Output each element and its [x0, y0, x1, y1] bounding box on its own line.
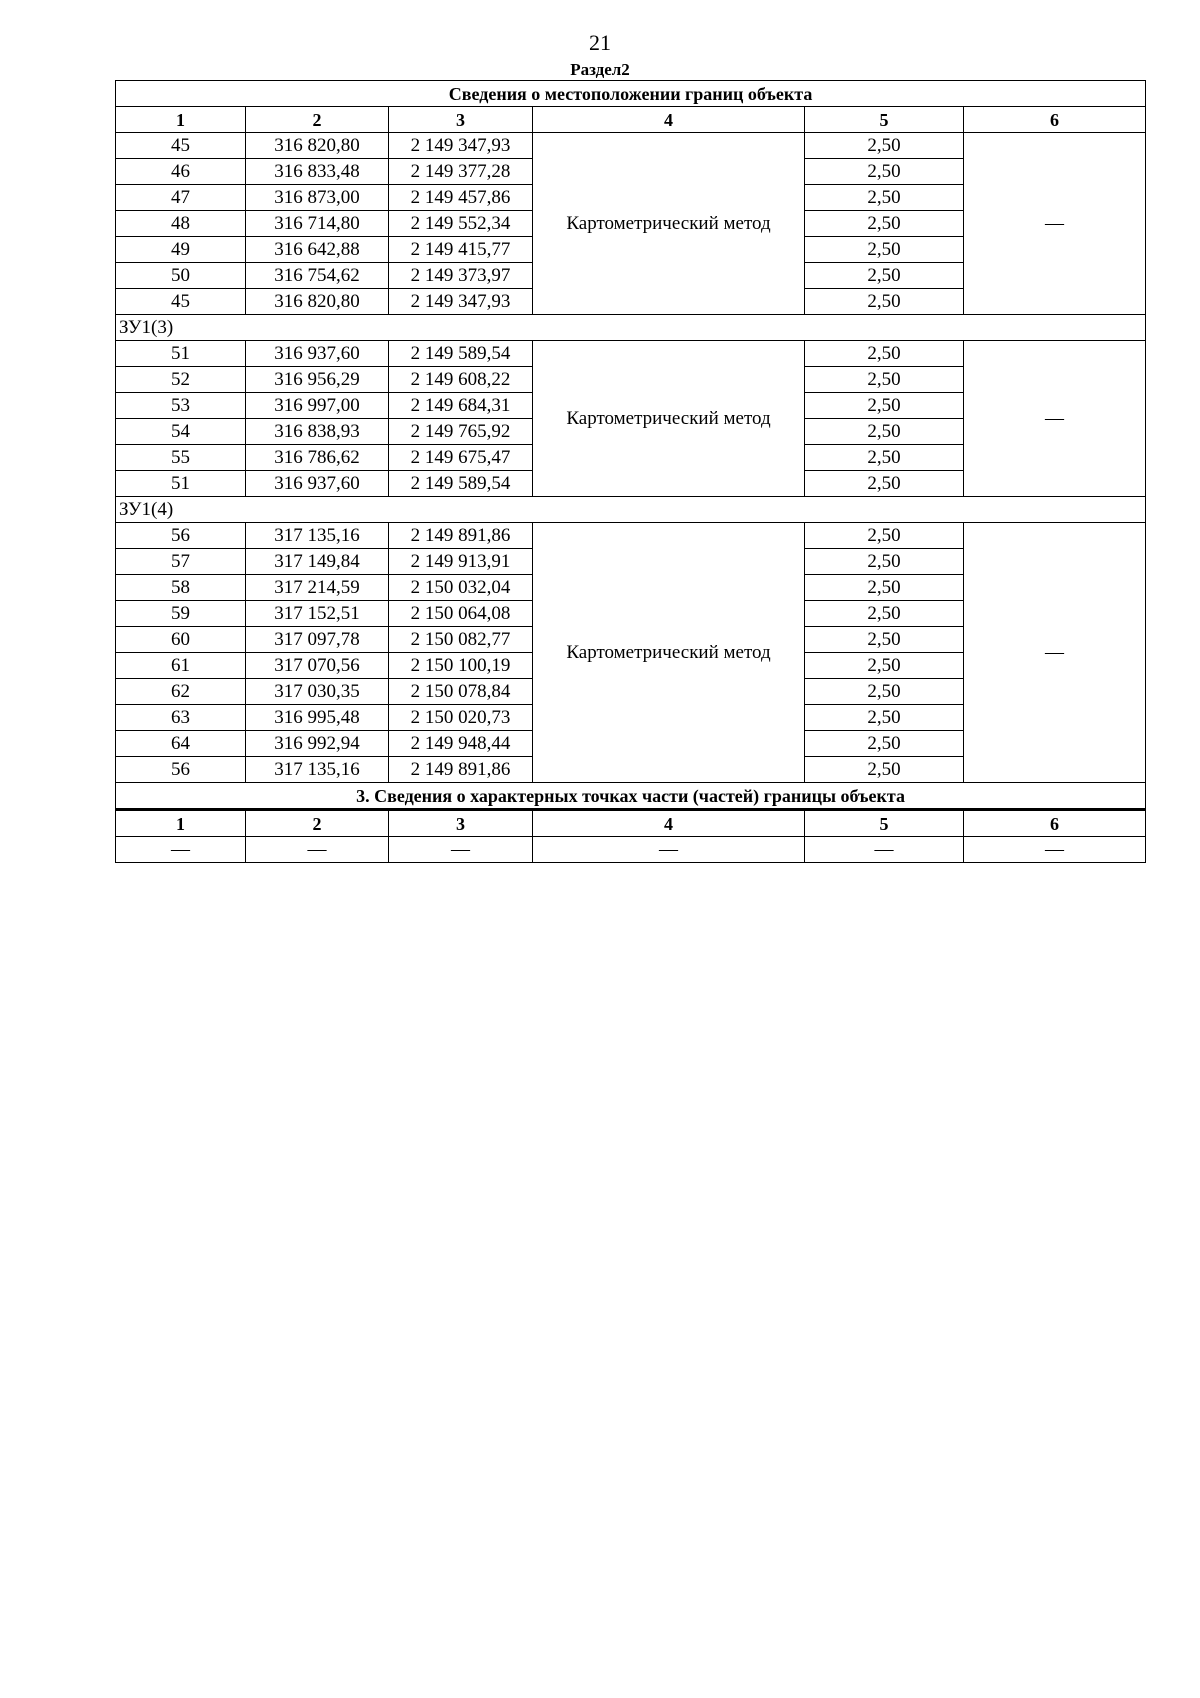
point-number-cell: 56 [116, 757, 246, 783]
y-coordinate-cell: 2 149 608,22 [389, 367, 533, 393]
y-coordinate-cell: 2 149 675,47 [389, 445, 533, 471]
point-number-cell: 46 [116, 159, 246, 185]
column-header: 6 [964, 810, 1146, 837]
x-coordinate-cell: 316 956,29 [246, 367, 389, 393]
x-coordinate-cell: 317 135,16 [246, 523, 389, 549]
accuracy-cell: 2,50 [805, 289, 964, 315]
accuracy-cell: 2,50 [805, 211, 964, 237]
point-number-cell: 51 [116, 341, 246, 367]
dash-cell: — [964, 837, 1146, 863]
y-coordinate-cell: 2 149 552,34 [389, 211, 533, 237]
point-number-cell: 45 [116, 289, 246, 315]
accuracy-cell: 2,50 [805, 679, 964, 705]
y-coordinate-cell: 2 149 589,54 [389, 471, 533, 497]
dash-cell: — [246, 837, 389, 863]
y-coordinate-cell: 2 149 347,93 [389, 289, 533, 315]
accuracy-cell: 2,50 [805, 627, 964, 653]
page-number: 21 [589, 30, 611, 55]
accuracy-cell: 2,50 [805, 731, 964, 757]
y-coordinate-cell: 2 149 347,93 [389, 133, 533, 159]
accuracy-cell: 2,50 [805, 367, 964, 393]
y-coordinate-cell: 2 149 457,86 [389, 185, 533, 211]
accuracy-cell: 2,50 [805, 601, 964, 627]
point-number-cell: 61 [116, 653, 246, 679]
section3-empty-row [116, 837, 1146, 863]
dash-cell: — [389, 837, 533, 863]
y-coordinate-cell: 2 150 078,84 [389, 679, 533, 705]
x-coordinate-cell: 317 149,84 [246, 549, 389, 575]
section3-title-row [116, 783, 1146, 810]
x-coordinate-cell: 317 070,56 [246, 653, 389, 679]
x-coordinate-cell: 316 642,88 [246, 237, 389, 263]
x-coordinate-cell: 316 873,00 [246, 185, 389, 211]
y-coordinate-cell: 2 149 373,97 [389, 263, 533, 289]
x-coordinate-cell: 316 838,93 [246, 419, 389, 445]
column-header: 3 [389, 810, 533, 837]
point-number-cell: 45 [116, 133, 246, 159]
x-coordinate-cell: 317 097,78 [246, 627, 389, 653]
dash-cell: — [964, 341, 1146, 497]
column-header: 2 [246, 107, 389, 133]
accuracy-cell: 2,50 [805, 263, 964, 289]
accuracy-cell: 2,50 [805, 133, 964, 159]
accuracy-cell: 2,50 [805, 471, 964, 497]
column-header-row [116, 810, 1146, 837]
point-number-cell: 47 [116, 185, 246, 211]
accuracy-cell: 2,50 [805, 757, 964, 783]
accuracy-cell: 2,50 [805, 237, 964, 263]
accuracy-cell: 2,50 [805, 393, 964, 419]
point-number-cell: 62 [116, 679, 246, 705]
point-number-cell: 52 [116, 367, 246, 393]
method-cell: Картометрический метод [533, 523, 805, 783]
y-coordinate-cell: 2 149 891,86 [389, 523, 533, 549]
x-coordinate-cell: 316 786,62 [246, 445, 389, 471]
table-title: Сведения о местоположении границ объекта [116, 81, 1146, 107]
group-label-row [116, 497, 1146, 523]
y-coordinate-cell: 2 149 891,86 [389, 757, 533, 783]
method-cell: Картометрический метод [533, 341, 805, 497]
dash-cell: — [116, 837, 246, 863]
accuracy-cell: 2,50 [805, 159, 964, 185]
accuracy-cell: 2,50 [805, 549, 964, 575]
accuracy-cell: 2,50 [805, 341, 964, 367]
point-number-cell: 53 [116, 393, 246, 419]
column-header: 5 [805, 810, 964, 837]
x-coordinate-cell: 316 754,62 [246, 263, 389, 289]
method-cell: Картометрический метод [533, 133, 805, 315]
point-number-cell: 51 [116, 471, 246, 497]
accuracy-cell: 2,50 [805, 523, 964, 549]
y-coordinate-cell: 2 149 377,28 [389, 159, 533, 185]
point-number-cell: 50 [116, 263, 246, 289]
accuracy-cell: 2,50 [805, 419, 964, 445]
dash-cell: — [805, 837, 964, 863]
y-coordinate-cell: 2 149 415,77 [389, 237, 533, 263]
x-coordinate-cell: 316 714,80 [246, 211, 389, 237]
column-header: 2 [246, 810, 389, 837]
y-coordinate-cell: 2 150 020,73 [389, 705, 533, 731]
point-number-cell: 49 [116, 237, 246, 263]
x-coordinate-cell: 317 152,51 [246, 601, 389, 627]
table-row [116, 341, 1146, 367]
y-coordinate-cell: 2 150 032,04 [389, 575, 533, 601]
table-title-row [116, 81, 1146, 107]
column-header: 1 [116, 810, 246, 837]
x-coordinate-cell: 316 833,48 [246, 159, 389, 185]
accuracy-cell: 2,50 [805, 445, 964, 471]
accuracy-cell: 2,50 [805, 185, 964, 211]
accuracy-cell: 2,50 [805, 653, 964, 679]
section3-title: 3. Сведения о характерных точках части (частей) границы объекта [116, 783, 1146, 810]
section-title: Раздел2 [570, 60, 630, 79]
point-number-cell: 48 [116, 211, 246, 237]
point-number-cell: 58 [116, 575, 246, 601]
y-coordinate-cell: 2 150 082,77 [389, 627, 533, 653]
point-number-cell: 56 [116, 523, 246, 549]
point-number-cell: 59 [116, 601, 246, 627]
column-header: 5 [805, 107, 964, 133]
x-coordinate-cell: 316 992,94 [246, 731, 389, 757]
point-number-cell: 54 [116, 419, 246, 445]
point-number-cell: 55 [116, 445, 246, 471]
accuracy-cell: 2,50 [805, 705, 964, 731]
y-coordinate-cell: 2 149 948,44 [389, 731, 533, 757]
table-row [116, 523, 1146, 549]
point-number-cell: 64 [116, 731, 246, 757]
x-coordinate-cell: 316 937,60 [246, 341, 389, 367]
y-coordinate-cell: 2 150 064,08 [389, 601, 533, 627]
column-header: 3 [389, 107, 533, 133]
x-coordinate-cell: 317 214,59 [246, 575, 389, 601]
point-number-cell: 57 [116, 549, 246, 575]
accuracy-cell: 2,50 [805, 575, 964, 601]
x-coordinate-cell: 316 995,48 [246, 705, 389, 731]
table-row [116, 133, 1146, 159]
x-coordinate-cell: 317 135,16 [246, 757, 389, 783]
dash-cell: — [964, 133, 1146, 315]
x-coordinate-cell: 316 820,80 [246, 289, 389, 315]
y-coordinate-cell: 2 149 684,31 [389, 393, 533, 419]
dash-cell: — [964, 523, 1146, 783]
dash-cell: — [533, 837, 805, 863]
x-coordinate-cell: 316 937,60 [246, 471, 389, 497]
y-coordinate-cell: 2 149 765,92 [389, 419, 533, 445]
y-coordinate-cell: 2 149 913,91 [389, 549, 533, 575]
x-coordinate-cell: 317 030,35 [246, 679, 389, 705]
group-label: ЗУ1(3) [116, 315, 1146, 341]
y-coordinate-cell: 2 149 589,54 [389, 341, 533, 367]
y-coordinate-cell: 2 150 100,19 [389, 653, 533, 679]
column-header: 4 [533, 107, 805, 133]
point-number-cell: 63 [116, 705, 246, 731]
x-coordinate-cell: 316 997,00 [246, 393, 389, 419]
column-header: 6 [964, 107, 1146, 133]
boundary-table [115, 80, 1146, 863]
group-label-row [116, 315, 1146, 341]
point-number-cell: 60 [116, 627, 246, 653]
column-header-row [116, 107, 1146, 133]
column-header: 4 [533, 810, 805, 837]
group-label: ЗУ1(4) [116, 497, 1146, 523]
column-header: 1 [116, 107, 246, 133]
x-coordinate-cell: 316 820,80 [246, 133, 389, 159]
